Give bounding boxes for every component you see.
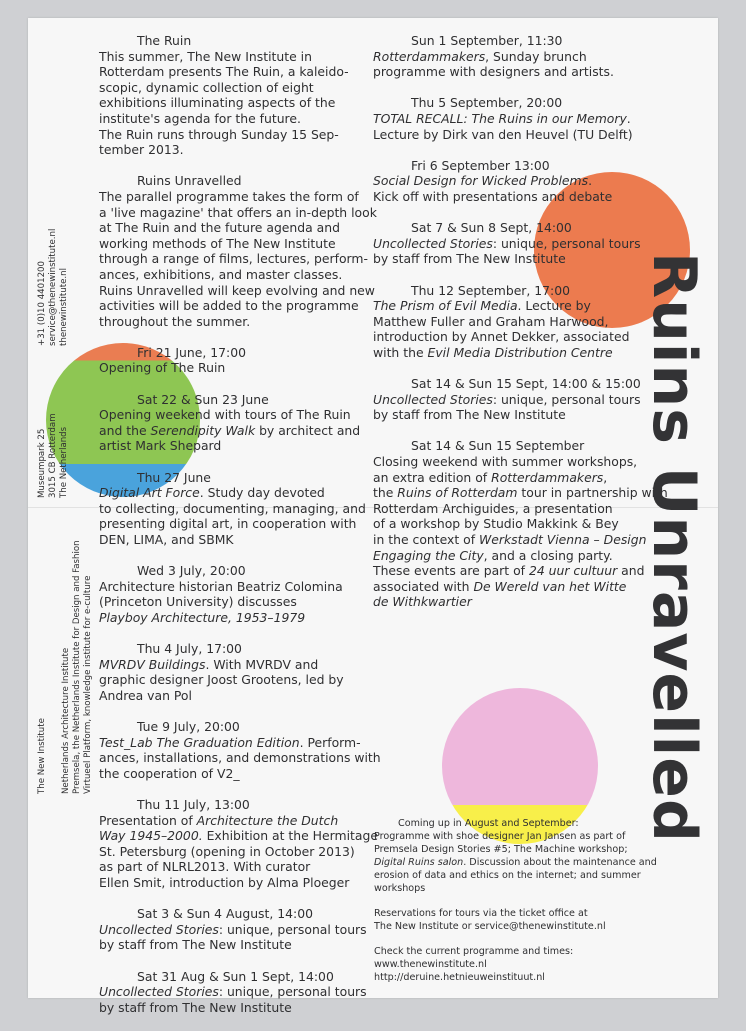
text-line: Playboy Architecture, 1953–1979 xyxy=(99,609,306,625)
event-date: Sat 31 Aug & Sun 1 Sept, 14:00 xyxy=(137,968,334,984)
ruin-section xyxy=(99,33,381,158)
text-line: Andrea van Pol xyxy=(99,687,192,703)
section-heading: The Ruin xyxy=(137,33,192,48)
text-line: Kick off with presentations and debate xyxy=(373,188,613,204)
check-programme-block xyxy=(374,945,657,984)
text-line: the cooperation of V2_ xyxy=(99,765,240,781)
website: thenewinstitute.nl xyxy=(59,268,70,346)
event-date: Thu 27 June xyxy=(137,469,211,485)
text-line: Engaging the City, and a closing party. xyxy=(373,547,613,563)
text-line: Reservations for tours via the ticket office at xyxy=(374,908,588,919)
text-line: Uncollected Stories: unique, personal tours xyxy=(373,391,641,407)
section-heading: Ruins Unravelled xyxy=(137,173,242,189)
event-item xyxy=(373,283,668,361)
text-line: programme with designers and artists. xyxy=(373,64,614,80)
text-line: throughout the summer. xyxy=(99,313,251,329)
main-title: Ruins Unravelled xyxy=(639,252,709,843)
event-item xyxy=(373,95,668,142)
text-line: Premsela Design Stories #5; The Machine workshop; xyxy=(374,844,628,855)
text-line: tember 2013. xyxy=(99,142,184,158)
text-line: Uncollected Stories: unique, personal tours xyxy=(99,921,367,937)
event-date: Fri 6 September 13:00 xyxy=(411,157,550,173)
address-info xyxy=(37,413,71,498)
text-line: The Ruin runs through Sunday 15 Sep- xyxy=(99,126,339,142)
text-line: an extra edition of Rotterdammakers, xyxy=(373,469,608,485)
text-line: with the Evil Media Distribution Centre xyxy=(373,344,613,360)
contact-info xyxy=(37,229,71,346)
unravelled-section xyxy=(99,173,381,329)
text-line: Opening of The Ruin xyxy=(99,360,226,376)
event-item xyxy=(99,563,381,625)
text-line: artist Mark Shepard xyxy=(99,438,222,454)
text-line: by staff from The New Institute xyxy=(373,407,566,423)
text-line: Architecture historian Beatriz Colomina xyxy=(99,578,343,594)
event-date: Sat 7 & Sun 8 Sept, 14:00 xyxy=(411,220,572,236)
partner-name: Netherlands Architecture Institute xyxy=(61,647,71,794)
event-date: Thu 12 September, 17:00 xyxy=(411,282,570,298)
text-line: presenting digital art, in cooperation with xyxy=(99,516,357,532)
text-line: through a range of films, lectures, perform- xyxy=(99,251,368,267)
event-date: Fri 21 June, 17:00 xyxy=(137,344,246,360)
address-line: The Netherlands xyxy=(59,426,70,498)
coming-up-block xyxy=(374,817,657,895)
event-date: Thu 4 July, 17:00 xyxy=(137,641,242,657)
reservations-block xyxy=(374,907,657,933)
text-line: TOTAL RECALL: The Ruins in our Memory. xyxy=(373,110,631,126)
text-line: The parallel programme takes the form of xyxy=(99,188,359,204)
text-line: Rotterdammakers, Sunday brunch xyxy=(373,48,587,64)
coming-up-section xyxy=(374,817,657,996)
right-column xyxy=(373,33,668,626)
address-line: 3015 CB Rotterdam xyxy=(48,413,59,498)
text-line: Ruins Unravelled will keep evolving and new xyxy=(99,282,375,298)
text-line: The Prism of Evil Media. Lecture by xyxy=(373,298,591,314)
text-line: by staff from The New Institute xyxy=(99,937,292,953)
text-line: Uncollected Stories: unique, personal tours xyxy=(99,984,367,1000)
email-address: service@thenewinstitute.nl xyxy=(48,228,59,346)
text-line: working methods of The New Institute xyxy=(99,235,336,251)
phone-number: +31 (0)10 4401200 xyxy=(37,261,47,346)
event-date: Tue 9 July, 20:00 xyxy=(137,719,240,735)
event-date: Sat 14 & Sun 15 Sept, 14:00 & 15:00 xyxy=(411,376,641,392)
event-date: Sat 3 & Sun 4 August, 14:00 xyxy=(137,906,313,922)
text-line: Opening weekend with tours of The Ruin xyxy=(99,407,351,423)
text-line: scopic, dynamic collection of eight xyxy=(99,79,314,95)
text-line: de Withkwartier xyxy=(373,594,472,610)
text-line: workshops xyxy=(374,883,426,894)
text-line: at The Ruin and the future agenda and xyxy=(99,220,340,236)
event-date: Sun 1 September, 11:30 xyxy=(411,33,563,48)
event-item xyxy=(373,438,668,610)
event-item xyxy=(99,719,381,781)
text-line: Way 1945–2000. Exhibition at the Hermitage xyxy=(99,828,378,844)
event-item xyxy=(99,641,381,703)
text-line: St. Petersburg (opening in October 2013) xyxy=(99,843,355,859)
event-item xyxy=(373,33,668,80)
text-line: Ellen Smit, introduction by Alma Ploeger xyxy=(99,875,350,891)
event-item xyxy=(99,969,381,1016)
text-line: Presentation of Architecture the Dutch xyxy=(99,812,339,828)
partner-name: Premsela, the Netherlands Institute for Design and Fashion xyxy=(72,540,83,794)
text-line: Uncollected Stories: unique, personal tours xyxy=(373,235,641,251)
text-line: The New Institute or service@thenewinstitute.nl xyxy=(374,921,606,932)
text-line: ances, exhibitions, and master classes. xyxy=(99,266,343,282)
text-line: Matthew Fuller and Graham Harwood, xyxy=(373,313,609,329)
text-line: DEN, LIMA, and SBMK xyxy=(99,532,234,547)
text-line: These events are part of 24 uur cultuur and xyxy=(373,563,645,579)
event-item xyxy=(99,392,381,454)
text-line: introduction by Annet Dekker, associated xyxy=(373,329,630,345)
website-link[interactable]: www.thenewinstitute.nl xyxy=(374,959,487,970)
event-item xyxy=(99,470,381,548)
text-line: in the context of Werkstadt Vienna – Design xyxy=(373,532,647,547)
text-line: ances, installations, and demonstrations with xyxy=(99,750,381,766)
event-item xyxy=(99,797,381,891)
text-line: MVRDV Buildings. With MVRDV and xyxy=(99,656,319,672)
event-item xyxy=(99,345,381,376)
address-line: Museumpark 25 xyxy=(37,428,47,498)
event-date: Thu 11 July, 13:00 xyxy=(137,797,250,813)
text-line: the Ruins of Rotterdam tour in partnership with xyxy=(373,485,668,501)
text-line: Closing weekend with summer workshops, xyxy=(373,454,638,470)
text-line: associated with De Wereld van het Witte xyxy=(373,578,627,594)
text-line: of a workshop by Studio Makkink & Bey xyxy=(373,516,619,532)
text-line: (Princeton University) discusses xyxy=(99,594,297,610)
text-line: Lecture by Dirk van den Heuvel (TU Delft) xyxy=(373,126,633,142)
left-column xyxy=(99,33,381,1031)
text-line: exhibitions illuminating aspects of the xyxy=(99,95,336,111)
text-line: Rotterdam Archiguides, a presentation xyxy=(373,500,613,516)
event-date: Sat 22 & Sun 23 June xyxy=(137,391,269,407)
text-line: This summer, The New Institute in xyxy=(99,48,312,64)
text-line: graphic designer Joost Grootens, led by xyxy=(99,672,344,688)
coming-up-heading: Coming up in August and September: xyxy=(398,818,579,829)
text-line: Programme with shoe designer Jan Jansen as part of xyxy=(374,831,626,842)
event-date: Wed 3 July, 20:00 xyxy=(137,563,246,579)
website-link[interactable]: http://deruine.hetnieuweinstituut.nl xyxy=(374,972,545,983)
text-line: erosion of data and ethics on the internet; and summer xyxy=(374,870,641,881)
partner-name: Virtueel Platform, knowledge institute for e-culture xyxy=(83,575,94,794)
event-date: Sat 14 & Sun 15 September xyxy=(411,438,585,454)
partner-list xyxy=(61,540,95,794)
event-date: Thu 5 September, 20:00 xyxy=(411,95,563,111)
text-line: Check the current programme and times: xyxy=(374,946,574,957)
text-line: by staff from The New Institute xyxy=(99,999,292,1015)
text-line: Digital Art Force. Study day devoted xyxy=(99,485,325,501)
institute-name: The New Institute xyxy=(37,718,47,794)
event-item xyxy=(99,906,381,953)
text-line: institute's agenda for the future. xyxy=(99,110,301,126)
text-line: to collecting, documenting, managing, and xyxy=(99,500,366,516)
event-item xyxy=(373,376,668,423)
text-line: activities will be added to the programme xyxy=(99,298,359,314)
text-line: a 'live magazine' that offers an in-depth look xyxy=(99,204,377,220)
event-item xyxy=(373,220,668,267)
event-item xyxy=(373,158,668,205)
text-line: by staff from The New Institute xyxy=(373,251,566,267)
text-line: Test_Lab The Graduation Edition. Perform- xyxy=(99,734,361,750)
text-line: Rotterdam presents The Ruin, a kaleido- xyxy=(99,64,349,80)
text-line: and the Serendipity Walk by architect and xyxy=(99,422,361,438)
text-line: as part of NLRL2013. With curator xyxy=(99,859,311,875)
text-line: Social Design for Wicked Problems. xyxy=(373,173,593,189)
text-line: Digital Ruins salon. Discussion about the maintenance and xyxy=(374,857,657,868)
